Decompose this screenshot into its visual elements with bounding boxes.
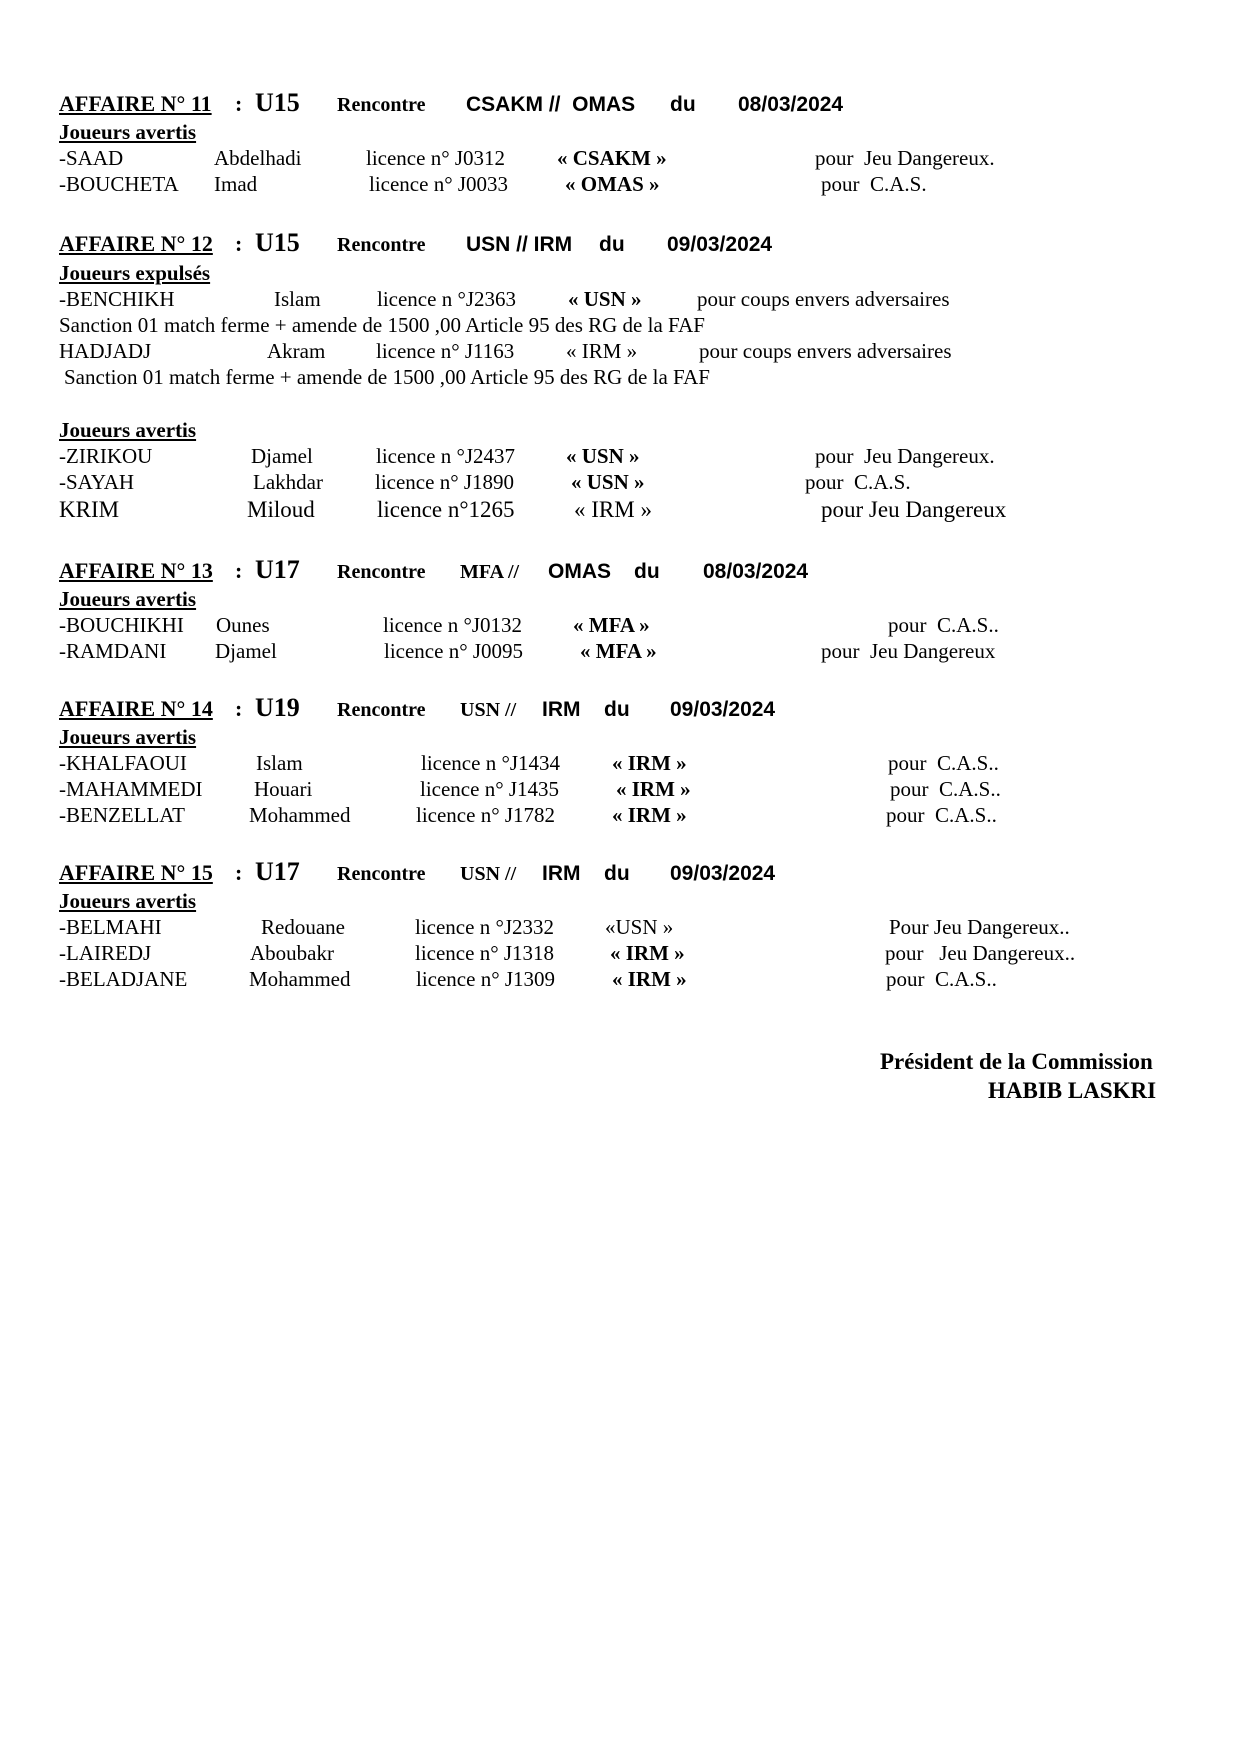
- sanction-reason: pour C.A.S..: [888, 751, 999, 775]
- du-label: du: [604, 862, 630, 885]
- player-firstname: Ounes: [216, 613, 270, 637]
- player-name: -BOUCHETA: [59, 172, 179, 196]
- licence-number: licence n °J0132: [383, 613, 523, 637]
- section-heading: Joueurs avertis: [59, 725, 197, 749]
- licence-number: licence n° J1435: [420, 777, 560, 801]
- player-name: -KHALFAOUI: [59, 751, 187, 775]
- du-label: du: [599, 233, 625, 256]
- player-name: HADJADJ: [59, 339, 152, 363]
- licence-number: licence n° J0033: [369, 172, 509, 196]
- player-firstname: Djamel: [251, 444, 313, 468]
- player-firstname: Imad: [214, 172, 258, 196]
- category: U15: [255, 228, 300, 257]
- category: U15: [255, 88, 300, 117]
- affaire-colon: :: [235, 860, 243, 885]
- signature-name: HABIB LASKRI: [988, 1078, 1157, 1103]
- sanction-reason: pour C.A.S..: [888, 613, 999, 637]
- sanction-reason: pour C.A.S.: [821, 172, 927, 196]
- category: U17: [255, 555, 300, 584]
- sanction-reason: pour C.A.S..: [886, 967, 997, 991]
- player-firstname: Mohammed: [249, 967, 351, 991]
- club-name: «USN »: [605, 915, 674, 939]
- sanction-reason: pour Jeu Dangereux..: [885, 941, 1076, 965]
- club-name: « IRM »: [612, 967, 687, 991]
- club-name: « USN »: [566, 444, 640, 468]
- player-name: -ZIRIKOU: [59, 444, 153, 468]
- sanction-reason: pour coups envers adversaires: [697, 287, 950, 311]
- section-heading: Joueurs avertis: [59, 587, 197, 611]
- player-firstname: Islam: [274, 287, 321, 311]
- licence-number: licence n°1265: [377, 497, 515, 522]
- match-team-a: MFA //: [460, 561, 520, 583]
- club-name: « IRM »: [566, 339, 638, 363]
- player-firstname: Islam: [256, 751, 303, 775]
- match-team-a: USN //: [460, 699, 517, 721]
- category: U19: [255, 693, 300, 722]
- licence-number: licence n° J1782: [416, 803, 556, 827]
- du-label: du: [634, 560, 660, 583]
- club-name: « CSAKM »: [557, 146, 667, 170]
- sanction-reason: pour Jeu Dangereux: [821, 639, 996, 663]
- sanction-reason: pour Jeu Dangereux.: [815, 444, 995, 468]
- licence-number: licence n° J1318: [415, 941, 555, 965]
- player-firstname: Aboubakr: [250, 941, 334, 965]
- affaire-colon: :: [235, 91, 243, 116]
- player-firstname: Akram: [267, 339, 326, 363]
- sanction-reason: pour coups envers adversaires: [699, 339, 952, 363]
- licence-number: licence n °J1434: [421, 751, 561, 775]
- du-label: du: [604, 698, 630, 721]
- player-name: -BELADJANE: [59, 967, 188, 991]
- section-heading: Joueurs expulsés: [59, 261, 211, 285]
- sanction-reason: pour Jeu Dangereux.: [815, 146, 995, 170]
- licence-number: licence n °J2363: [377, 287, 517, 311]
- rencontre-label: Rencontre: [337, 699, 426, 721]
- licence-number: licence n° J1163: [376, 339, 515, 363]
- match-date: 08/03/2024: [738, 93, 844, 116]
- match-teams: USN // IRM: [466, 233, 573, 256]
- match-teams: OMAS: [548, 560, 611, 583]
- match-team-a: USN //: [460, 863, 517, 885]
- player-name: -BELMAHI: [59, 915, 162, 939]
- club-name: « MFA »: [580, 639, 657, 663]
- affaire-colon: :: [235, 558, 243, 583]
- player-firstname: Abdelhadi: [214, 146, 302, 170]
- affaire-title: AFFAIRE N° 12: [59, 231, 213, 256]
- club-name: « IRM »: [612, 751, 687, 775]
- player-name: -RAMDANI: [59, 639, 167, 663]
- rencontre-label: Rencontre: [337, 561, 426, 583]
- player-name: -SAYAH: [59, 470, 135, 494]
- rencontre-label: Rencontre: [337, 863, 426, 885]
- club-name: « USN »: [568, 287, 642, 311]
- match-teams: IRM: [542, 862, 581, 885]
- rencontre-label: Rencontre: [337, 94, 426, 116]
- section-heading: Joueurs avertis: [59, 120, 197, 144]
- match-date: 09/03/2024: [670, 698, 776, 721]
- sanction-text: Sanction 01 match ferme + amende de 1500 ,00 Article 95 des RG de la FAF: [64, 365, 710, 389]
- sanction-reason: pour Jeu Dangereux: [821, 497, 1007, 522]
- category: U17: [255, 857, 300, 886]
- player-firstname: Djamel: [215, 639, 277, 663]
- licence-number: licence n °J2332: [415, 915, 555, 939]
- affaire-colon: :: [235, 696, 243, 721]
- sanction-reason: pour C.A.S..: [890, 777, 1001, 801]
- section-heading: Joueurs avertis: [59, 418, 197, 442]
- player-name: -SAAD: [59, 146, 124, 170]
- club-name: « USN »: [571, 470, 645, 494]
- match-teams: CSAKM // OMAS: [466, 93, 636, 116]
- du-label: du: [670, 93, 696, 116]
- player-name: -BENZELLAT: [59, 803, 185, 827]
- rencontre-label: Rencontre: [337, 234, 426, 256]
- club-name: « IRM »: [610, 941, 685, 965]
- player-name: KRIM: [59, 497, 120, 522]
- match-teams: IRM: [542, 698, 581, 721]
- match-date: 09/03/2024: [670, 862, 776, 885]
- player-firstname: Mohammed: [249, 803, 351, 827]
- licence-number: licence n °J2437: [376, 444, 516, 468]
- player-firstname: Miloud: [247, 497, 315, 522]
- club-name: « IRM »: [574, 497, 652, 522]
- licence-number: licence n° J0312: [366, 146, 506, 170]
- affaire-title: AFFAIRE N° 13: [59, 558, 213, 583]
- club-name: « OMAS »: [565, 172, 660, 196]
- player-firstname: Redouane: [261, 915, 345, 939]
- sanction-reason: pour C.A.S..: [886, 803, 997, 827]
- sanction-reason: pour C.A.S.: [805, 470, 911, 494]
- club-name: « MFA »: [573, 613, 650, 637]
- club-name: « IRM »: [612, 803, 687, 827]
- player-name: -LAIREDJ: [59, 941, 152, 965]
- player-firstname: Houari: [254, 777, 313, 801]
- licence-number: licence n° J0095: [384, 639, 524, 663]
- player-name: -BOUCHIKHI: [59, 613, 184, 637]
- signature-title: Président de la Commission: [880, 1049, 1153, 1074]
- affaire-title: AFFAIRE N° 11: [59, 91, 212, 116]
- player-name: -BENCHIKH: [59, 287, 175, 311]
- player-name: -MAHAMMEDI: [59, 777, 203, 801]
- affaire-colon: :: [235, 231, 243, 256]
- sanction-text: Sanction 01 match ferme + amende de 1500 ,00 Article 95 des RG de la FAF: [59, 313, 705, 337]
- player-firstname: Lakhdar: [253, 470, 323, 494]
- affaire-title: AFFAIRE N° 14: [59, 696, 213, 721]
- section-heading: Joueurs avertis: [59, 889, 197, 913]
- match-date: 09/03/2024: [667, 233, 773, 256]
- sanction-reason: Pour Jeu Dangereux..: [889, 915, 1070, 939]
- match-date: 08/03/2024: [703, 560, 809, 583]
- affaire-title: AFFAIRE N° 15: [59, 860, 213, 885]
- licence-number: licence n° J1309: [416, 967, 556, 991]
- licence-number: licence n° J1890: [375, 470, 515, 494]
- club-name: « IRM »: [616, 777, 691, 801]
